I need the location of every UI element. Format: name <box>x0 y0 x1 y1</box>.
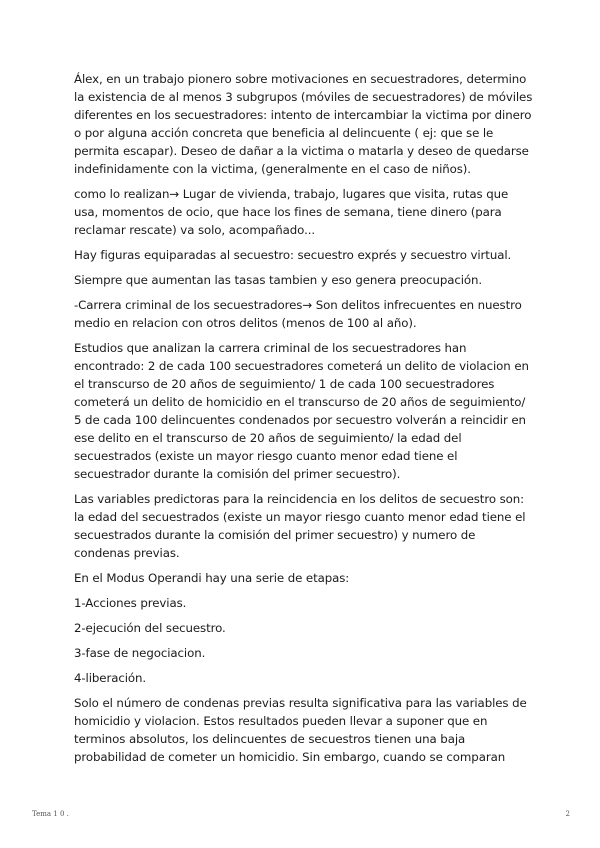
paragraph-carrera-criminal: -Carrera criminal de los secuestradores→ Son delitos infrecuentes en nuestro medio en relacion con otros delitos (menos de 100 al año). <box>74 298 522 330</box>
paragraph-tasas: Siempre que aumentan las tasas tambien y eso genera preocupación. <box>74 273 483 287</box>
paragraph-condenas-previas: Solo el número de condenas previas resulta significativa para las variables de homicidio y violacion. Estos resultados pueden llevar a suponer que en terminos absolutos, los delincuentes de secuestros tienen una baja probabilidad de cometer un homicidio. Sin embargo, cuando se comparan <box>74 696 527 764</box>
list-item-stage-1: 1-Acciones previas. <box>74 596 187 610</box>
list-item-stage-2: 2-ejecución del secuestro. <box>74 621 226 635</box>
page-number: 2 <box>565 810 570 818</box>
paragraph-modus-operandi: En el Modus Operandi hay una serie de etapas: <box>74 571 350 585</box>
paragraph-como-lo-realizan: como lo realizan→ Lugar de vivienda, trabajo, lugares que visita, rutas que usa, momentos de ocio, que hace los fines de semana, tiene dinero (para reclamar rescate) va solo, acompañado... <box>74 187 509 237</box>
footer-topic-label: Tema 1 0 . <box>32 810 69 818</box>
paragraph-variables-predictoras: Las variables predictoras para la reincidencia en los delitos de secuestro son: la edad del secuestrados (existe un mayor riesgo cuanto menor edad tiene el secuestrados durante la comisión del primer secuestro) y numero de condenas previas. <box>74 492 526 560</box>
list-item-stage-3: 3-fase de negociacion. <box>74 646 206 660</box>
list-item-stage-4: 4-liberación. <box>74 671 147 685</box>
paragraph-figuras-equiparadas: Hay figuras equiparadas al secuestro: secuestro exprés y secuestro virtual. <box>74 248 512 262</box>
paragraph-alex-motivations: Álex, en un trabajo pionero sobre motivaciones en secuestradores, determino la existencia de al menos 3 subgrupos (móviles de secuestradores) de móviles diferentes en los secuestradores: intento de intercambiar la victima por dinero o por alguna acción concreta que beneficia al delincuente ( ej: que se le permita escapar). Deseo de dañar a la victima o matarla y deseo de quedarse indefinidamente con la victima, (generalmente en el caso de niños). <box>74 72 533 176</box>
paragraph-estudios: Estudios que analizan la carrera criminal de los secuestradores han encontrado: 2 de cada 100 secuestradores cometerá un delito de violacion en el transcurso de 20 años de seguimiento/ 1 de cada 100 secuestradores cometerá un delito de homicidio en el transcurso de 20 años de seguimiento/ 5 de cada 100 delincuentes condenados por secuestro volverán a reincidir en ese delito en el transcurso de 20 años de seguimiento/ la edad del secuestrados (existe un mayor riesgo cuanto menor edad tiene el secuestrador durante la comisión del primer secuestro). <box>74 341 529 481</box>
document-body <box>74 70 534 773</box>
